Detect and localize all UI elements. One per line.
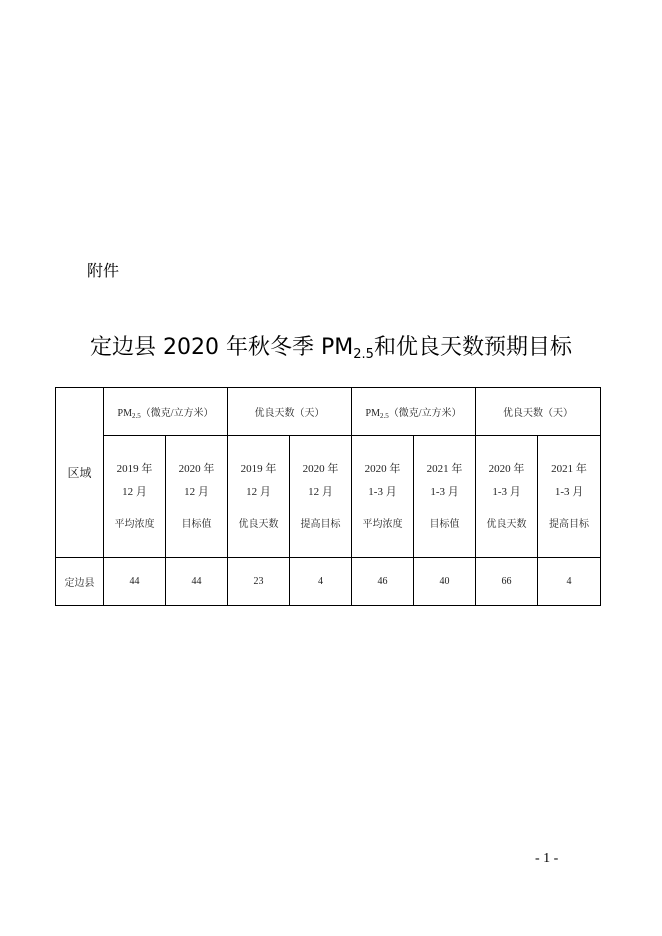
column-metric: 提高目标 <box>300 518 341 530</box>
column-period: 1-3 月 <box>554 485 584 498</box>
value-cell: 44 <box>166 558 228 606</box>
column-metric: 平均浓度 <box>114 518 155 530</box>
column-period: 12 月 <box>308 485 333 498</box>
column-metric: 平均浓度 <box>362 518 403 530</box>
group-suffix: （微克/立方米） <box>388 407 462 419</box>
title-subscript: 2.5 <box>353 347 374 362</box>
attachment-label: 附件 <box>87 261 120 280</box>
page-number: - 1 - <box>535 851 559 866</box>
value-cell: 4 <box>538 558 601 606</box>
column-metric: 优良天数 <box>486 518 527 530</box>
column-year: 2019 年 <box>116 462 153 475</box>
table-column-header-row <box>56 436 601 558</box>
region-header: 区域 <box>56 388 104 558</box>
group-header-pm25-q1 <box>352 388 476 436</box>
column-header <box>166 436 228 558</box>
group-prefix: 优良天数（天） <box>254 408 325 419</box>
group-header-good-days-dec <box>228 388 352 436</box>
group-prefix: PM <box>117 407 132 419</box>
column-year: 2020 年 <box>364 462 401 475</box>
column-period: 1-3 月 <box>492 485 521 498</box>
column-period: 1-3 月 <box>430 485 459 498</box>
title-prefix: 定边县 2020 年秋冬季 PM <box>90 335 354 360</box>
title-suffix: 和优良天数预期目标 <box>373 335 572 360</box>
column-header <box>228 436 290 558</box>
column-header <box>290 436 352 558</box>
column-metric: 目标值 <box>429 518 460 530</box>
column-year: 2020 年 <box>302 462 339 475</box>
value-cell: 44 <box>104 558 166 606</box>
group-subscript: 2.5 <box>131 411 141 420</box>
column-year: 2020 年 <box>178 462 215 475</box>
group-subscript: 2.5 <box>379 411 389 420</box>
column-header <box>414 436 476 558</box>
value-cell: 40 <box>414 558 476 606</box>
column-metric: 提高目标 <box>549 518 590 530</box>
group-header-good-days-q1 <box>476 388 601 436</box>
group-prefix: PM <box>365 407 380 419</box>
table-row <box>56 558 601 606</box>
group-suffix: （微克/立方米） <box>140 407 214 419</box>
column-header <box>476 436 538 558</box>
targets-table <box>55 387 601 606</box>
column-metric: 优良天数 <box>238 518 279 530</box>
value-cell: 23 <box>228 558 290 606</box>
column-header <box>352 436 414 558</box>
column-period: 12 月 <box>184 485 209 498</box>
document-title <box>0 333 662 370</box>
column-year: 2021 年 <box>551 462 587 475</box>
group-prefix: 优良天数（天） <box>503 408 574 419</box>
column-period: 12 月 <box>122 485 147 498</box>
column-year: 2021 年 <box>426 462 463 475</box>
column-metric: 目标值 <box>181 518 212 530</box>
value-cell: 66 <box>476 558 538 606</box>
column-header <box>538 436 601 558</box>
region-cell: 定边县 <box>56 558 104 606</box>
value-cell: 46 <box>352 558 414 606</box>
table-group-header-row <box>56 388 601 436</box>
column-year: 2020 年 <box>488 462 525 475</box>
column-header <box>104 436 166 558</box>
value-cell: 4 <box>290 558 352 606</box>
column-period: 1-3 月 <box>368 485 397 498</box>
column-year: 2019 年 <box>240 462 277 475</box>
column-period: 12 月 <box>246 485 271 498</box>
group-header-pm25-dec <box>104 388 228 436</box>
